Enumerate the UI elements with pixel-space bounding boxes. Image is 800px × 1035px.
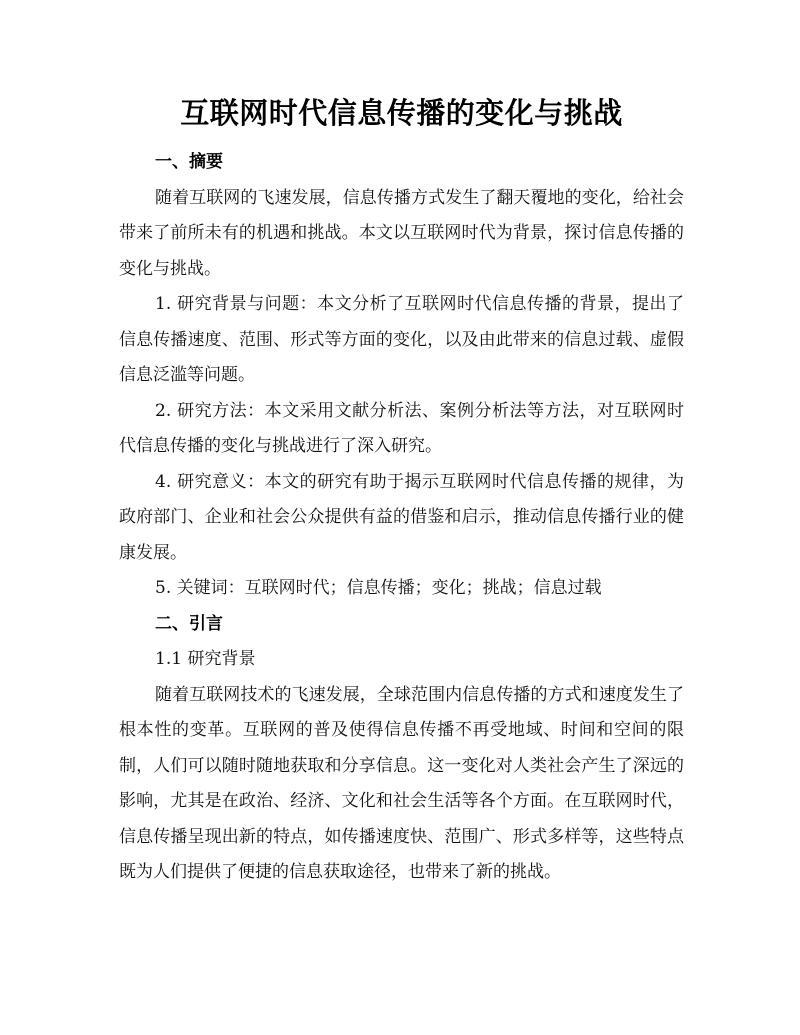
abstract-item-methods: 2. 研究方法：本文采用文献分析法、案例分析法等方法，对互联网时代信息传播的变化与挑战进行了深入研究。 <box>119 400 684 456</box>
section-heading-introduction: 二、引言 <box>155 613 223 634</box>
abstract-item-background: 1. 研究背景与问题：本文分析了互联网时代信息传播的背景，提出了信息传播速度、范围、形式等方面的变化，以及由此带来的信息过载、虚假信息泛滥等问题。 <box>119 294 684 385</box>
abstract-intro-paragraph: 随着互联网的飞速发展，信息传播方式发生了翻天覆地的变化，给社会带来了前所未有的机遇和挑战。本文以互联网时代为背景，探讨信息传播的变化与挑战。 <box>119 187 684 279</box>
background-paragraph: 随着互联网技术的飞速发展，全球范围内信息传播的方式和速度发生了根本性的变革。互联网的普及使得信息传播不再受地域、时间和空间的限制，人们可以随时随地获取和分享信息。这一变化对人类社会产生了深远的影响，尤其是在政治、经济、文化和社会生活等各个方面。在互联网时代，信息传播呈现出新的特点，如传播速度快、范围广、形式多样等，这些特点既为人们提供了便捷的信息获取途径，也带来了新的挑战。 <box>119 684 684 882</box>
subsection-heading-background: 1.1 研究背景 <box>155 649 256 669</box>
document-body <box>119 145 684 891</box>
section-heading-abstract: 一、摘要 <box>155 152 223 172</box>
abstract-item-significance: 4. 研究意义：本文的研究有助于揭示互联网时代信息传播的规律，为政府部门、企业和社会公众提供有益的借鉴和启示，推动信息传播行业的健康发展。 <box>119 471 684 563</box>
abstract-item-keywords: 5. 关键词：互联网时代；信息传播；变化；挑战；信息过载 <box>155 578 602 598</box>
document-title: 互联网时代信息传播的变化与挑战 <box>180 96 623 130</box>
